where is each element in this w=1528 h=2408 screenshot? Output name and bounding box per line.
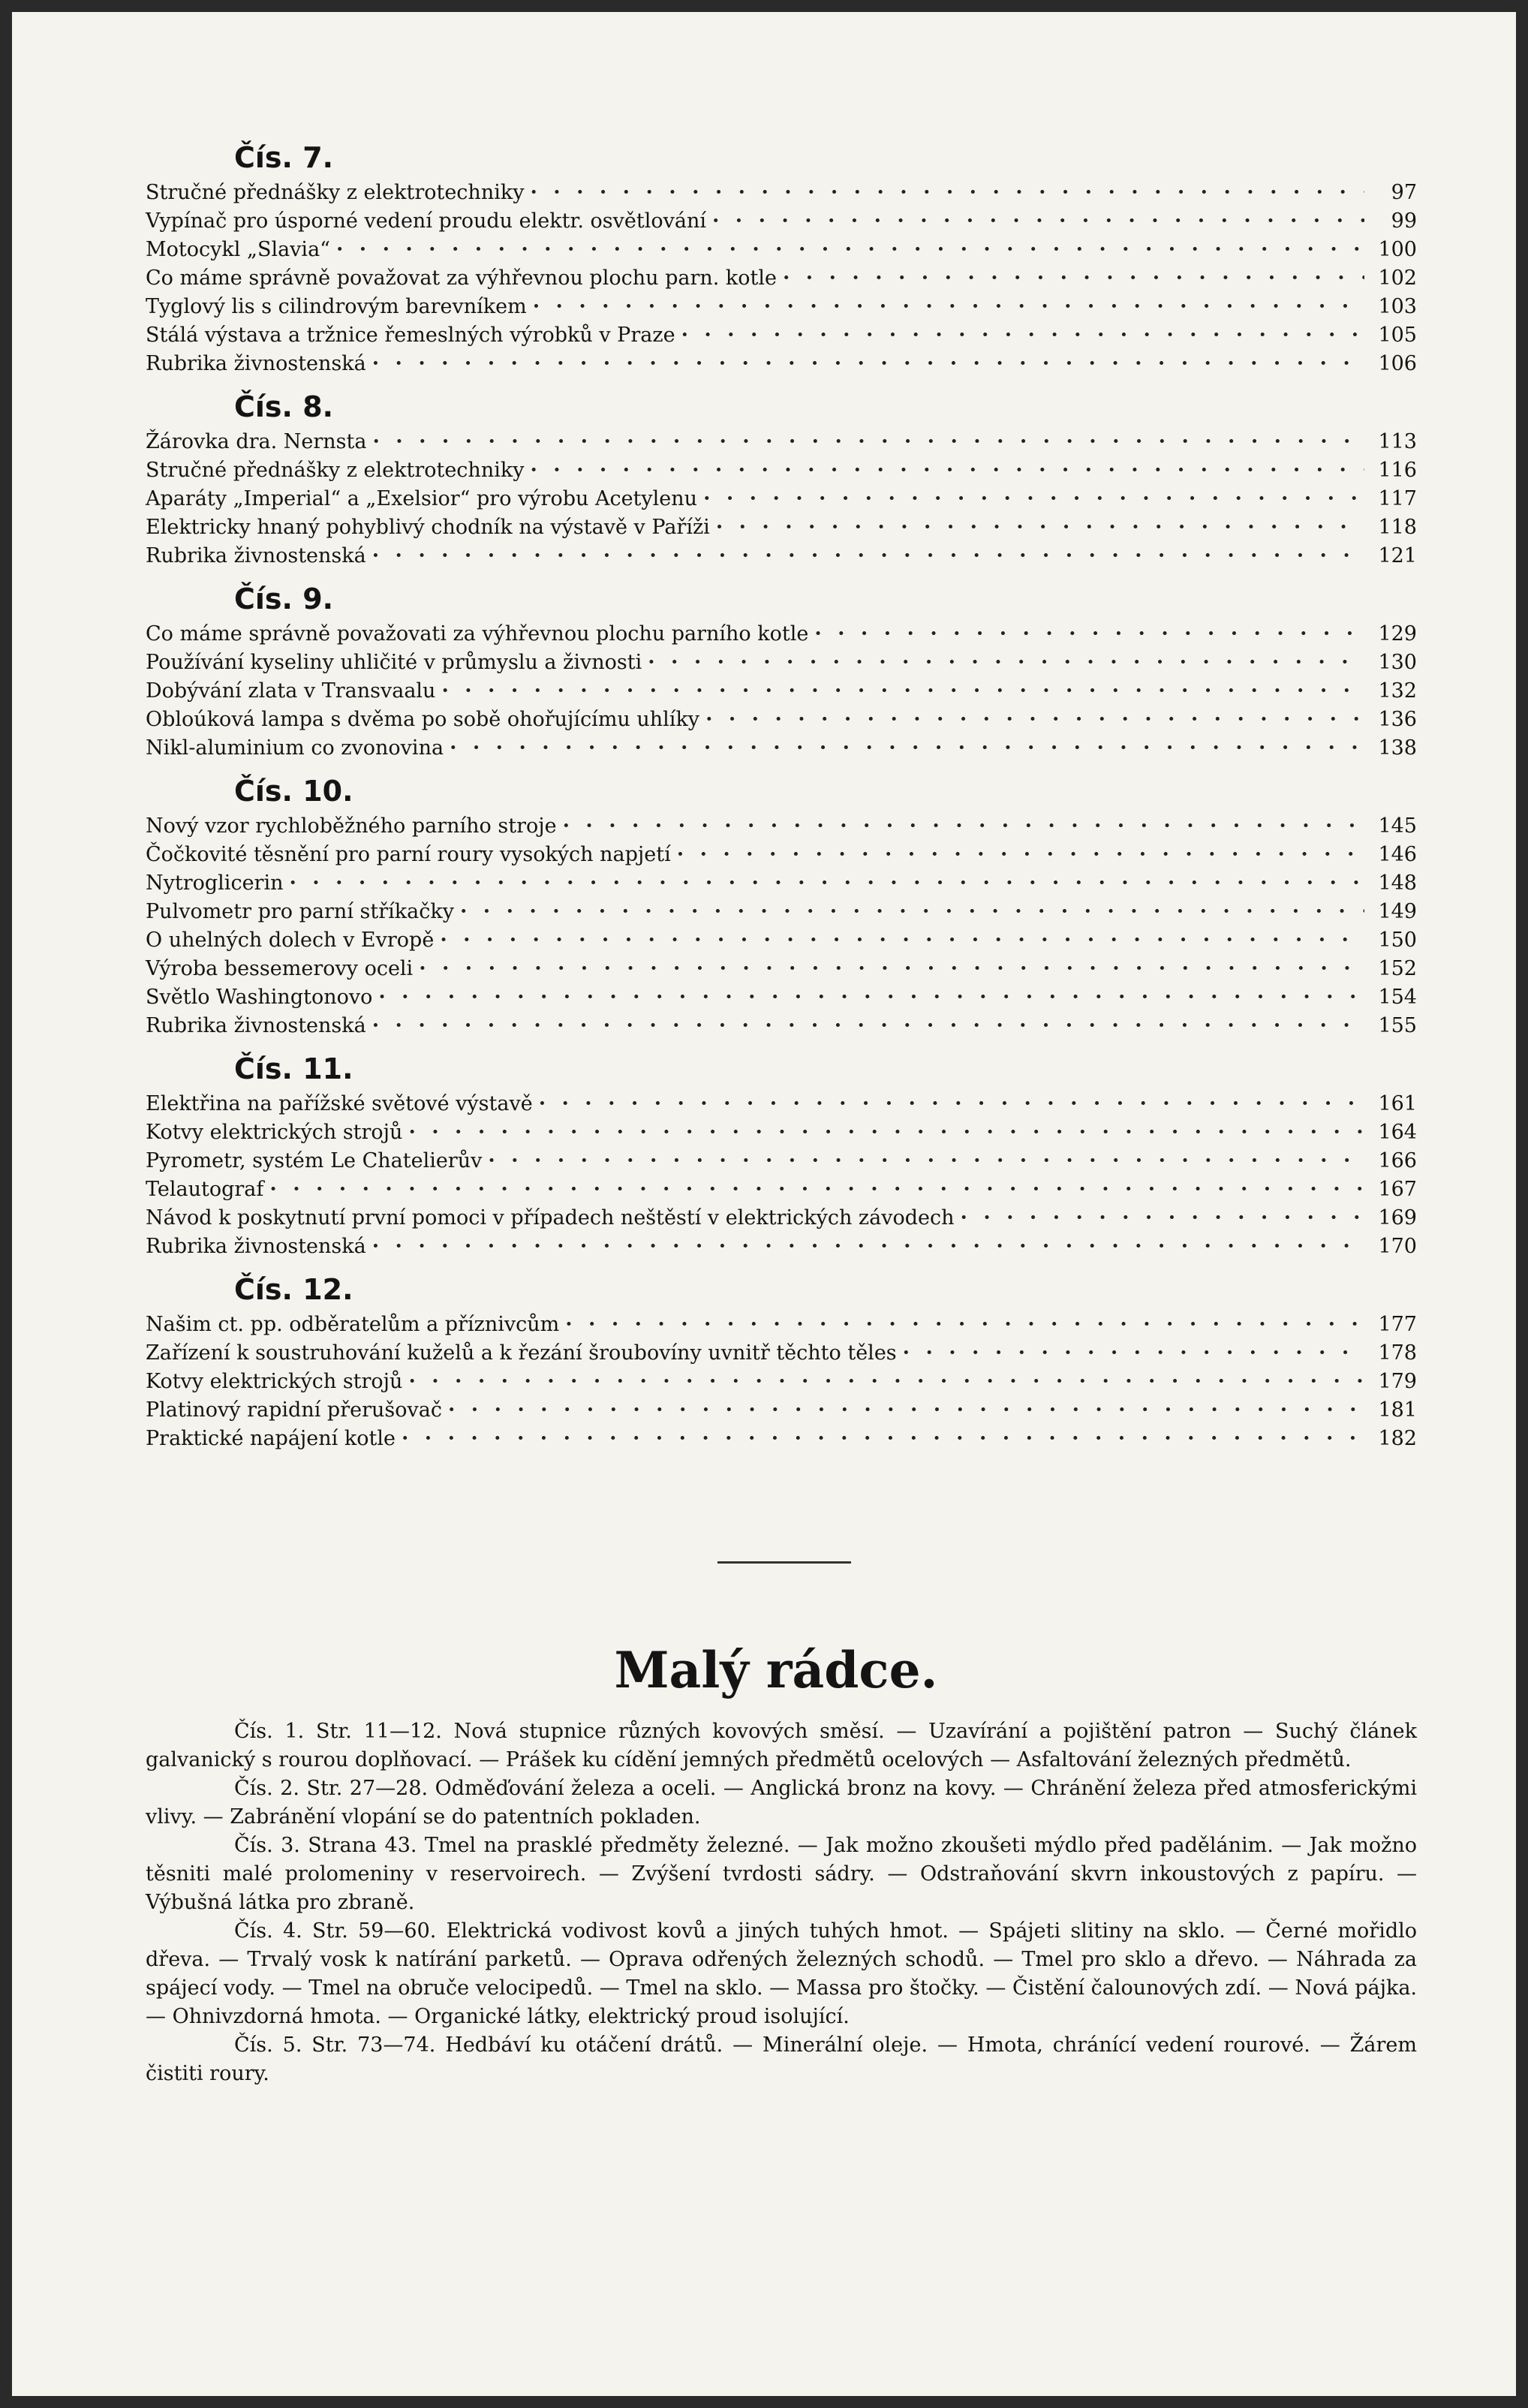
page-number: 148 [1378, 871, 1417, 895]
page-number: 181 [1378, 1398, 1417, 1422]
toc-entry [146, 293, 1417, 321]
page-number: 97 [1391, 181, 1417, 204]
toc-entry [146, 264, 1417, 293]
page-number: 152 [1378, 957, 1417, 980]
toc-entry [146, 542, 1417, 570]
page-number: 154 [1378, 986, 1417, 1009]
entry-title: Pulvometr pro parní stříkačky [146, 900, 454, 923]
dot-leader [903, 1339, 1364, 1368]
entry-title: Žárovka dra. Nernsta [146, 430, 367, 453]
section-heading: Čís. 8. [234, 390, 334, 423]
dot-leader [372, 428, 1364, 456]
dot-leader [408, 1368, 1364, 1396]
entry-title: Nytroglicerin [146, 871, 284, 895]
toc-entry [146, 207, 1417, 236]
dot-leader [402, 1425, 1364, 1453]
entry-title: Stručné přednášky z elektrotechniky [146, 181, 525, 204]
toc-entry [146, 677, 1417, 706]
toc-entry [146, 841, 1417, 869]
section-heading: Čís. 9. [234, 582, 334, 616]
table-of-contents [146, 137, 1417, 1453]
toc-entry [146, 983, 1417, 1012]
toc-entry [146, 812, 1417, 841]
toc-entry [146, 706, 1417, 734]
dot-leader [677, 841, 1364, 869]
toc-entry [146, 869, 1417, 898]
dot-leader [539, 1090, 1364, 1118]
toc-entry [146, 898, 1417, 926]
toc-entry [146, 1339, 1417, 1368]
dot-leader [533, 293, 1364, 321]
dot-leader [530, 179, 1364, 207]
entry-title: Stručné přednášky z elektrotechniky [146, 459, 525, 482]
entry-title: Čočkovité těsnění pro parní roury vysokých napjetí [146, 843, 671, 866]
page-number: 103 [1378, 295, 1417, 318]
dot-leader [565, 1311, 1364, 1339]
page-number: 136 [1378, 708, 1417, 731]
page-number: 182 [1378, 1427, 1417, 1450]
page-number: 117 [1378, 487, 1417, 510]
dot-leader [419, 955, 1364, 983]
page-number: 102 [1378, 266, 1417, 290]
radce-paragraph: Čís. 1. Str. 11—12. Nová stupnice různých kovových směsí. — Uzavírání a pojištění patron — Suchý článek galvanický s rourou doplňovací. — Prášek ku cídění jemných předmětů ocelových — Asfaltování železných předmětů. [146, 1720, 1417, 1771]
page-number: 150 [1378, 929, 1417, 952]
dot-leader [378, 983, 1364, 1012]
dot-leader [372, 542, 1364, 570]
page-number: 105 [1378, 324, 1417, 347]
dot-leader [530, 456, 1364, 485]
section-divider [717, 1561, 851, 1564]
toc-entry [146, 1233, 1417, 1261]
dot-leader [563, 812, 1364, 841]
dot-leader [705, 706, 1364, 734]
entry-title: Stálá výstava a tržnice řemeslných výrobků v Praze [146, 324, 675, 347]
page-number: 99 [1391, 209, 1417, 233]
toc-entry [146, 1012, 1417, 1040]
dot-leader [440, 926, 1364, 955]
page-number: 132 [1378, 679, 1417, 703]
dot-leader [648, 649, 1364, 677]
entry-title: Rubrika živnostenská [146, 352, 366, 375]
entry-title: Obloúková lampa s dvěma po sobě ohořujícímu uhlíky [146, 708, 700, 731]
entry-title: Aparáty „Imperial“ a „Exelsior“ pro výrobu Acetylenu [146, 487, 698, 510]
entry-title: Nikl-aluminium co zvonovina [146, 736, 444, 760]
dot-leader [408, 1118, 1364, 1147]
page-number: 118 [1378, 516, 1417, 539]
dot-leader [681, 321, 1364, 350]
entry-title: Používání kyseliny uhličité v průmyslu a živnosti [146, 651, 642, 674]
radce-paragraph: Čís. 3. Strana 43. Tmel na prasklé předměty železné. — Jak možno zkoušeti mýdlo před padělánim. — Jak možno těsniti malé prolomeniny v reservoirech. — Zvýšení tvrdosti sádry. — Odstraňování skvrn inkoustových z papíru. — Výbušná látka pro zbraně. [146, 1834, 1417, 1914]
scanned-page [12, 12, 1516, 2396]
toc-entry [146, 1425, 1417, 1453]
entry-title: Dobývání zlata v Transvaalu [146, 679, 436, 703]
toc-entry [146, 1175, 1417, 1204]
entry-title: Co máme správně považovat za výhřevnou plochu parn. kotle [146, 266, 777, 290]
page-number: 169 [1378, 1206, 1417, 1230]
entry-title: Nový vzor rychloběžného parního stroje [146, 814, 557, 838]
section-heading: Čís. 7. [234, 141, 334, 174]
entry-title: Tyglový lis s cilindrovým barevníkem [146, 295, 527, 318]
entry-title: Elektřina na pařížské světové výstavě [146, 1092, 533, 1115]
section-heading: Čís. 10. [234, 775, 353, 808]
toc-entry [146, 620, 1417, 649]
toc-entry [146, 485, 1417, 513]
page-number: 129 [1378, 622, 1417, 646]
toc-entry [146, 1090, 1417, 1118]
page-number: 170 [1378, 1235, 1417, 1258]
entry-title: Praktické napájení kotle [146, 1427, 396, 1450]
dot-leader [783, 264, 1364, 293]
dot-leader [372, 350, 1364, 378]
entry-title: Světlo Washingtonovo [146, 986, 373, 1009]
page-number: 121 [1378, 544, 1417, 567]
radce-paragraph: Čís. 4. Str. 59—60. Elektrická vodivost kovů a jiných tuhých hmot. — Spájeti slitiny na sklo. — Černé mořidlo dřeva. — Trvalý vosk k natírání parketů. — Oprava odřených železných schodů. — Tmel pro sklo a dřevo. — Náhrada za spájecí vody. — Tmel na obruče velocipedů. — Tmel na sklo. — Massa pro štočky. — Čistění čalounových zdí. — Nová pájka. — Ohnivzdorná hmota. — Organické látky, elektrický proud isolující. [146, 1919, 1417, 2028]
section-heading: Čís. 11. [234, 1052, 353, 1085]
toc-entry [146, 350, 1417, 378]
page-number: 113 [1378, 430, 1417, 453]
dot-leader [712, 207, 1364, 236]
dot-leader [961, 1204, 1364, 1233]
toc-entry [146, 734, 1417, 763]
entry-title: Návod k poskytnutí první pomoci v případech neštěstí v elektrických závodech [146, 1206, 955, 1230]
dot-leader [372, 1012, 1364, 1040]
dot-leader [460, 898, 1364, 926]
dot-leader [716, 513, 1364, 542]
toc-entry [146, 513, 1417, 542]
dot-leader [488, 1147, 1364, 1175]
page-number: 130 [1378, 651, 1417, 674]
dot-leader [372, 1233, 1364, 1261]
entry-title: Motocykl „Slavia“ [146, 238, 330, 261]
toc-entry [146, 179, 1417, 207]
page-number: 161 [1378, 1092, 1417, 1115]
dot-leader [269, 1175, 1364, 1204]
dot-leader [289, 869, 1364, 898]
toc-entry [146, 456, 1417, 485]
entry-title: Vypínač pro úsporné vedení proudu elektr. osvětlování [146, 209, 706, 233]
dot-leader [450, 734, 1364, 763]
entry-title: Rubrika živnostenská [146, 544, 366, 567]
toc-entry [146, 926, 1417, 955]
radce-title: Malý rádce. [614, 1641, 938, 1699]
page-number: 178 [1378, 1341, 1417, 1365]
toc-entry [146, 428, 1417, 456]
entry-title: Co máme správně považovati za výhřevnou plochu parního kotle [146, 622, 809, 646]
page-number: 146 [1378, 843, 1417, 866]
toc-entry [146, 1311, 1417, 1339]
page-number: 145 [1378, 814, 1417, 838]
entry-title: O uhelných dolech v Evropě [146, 929, 435, 952]
radce-paragraph: Čís. 5. Str. 73—74. Hedbáví ku otáčení drátů. — Minerální oleje. — Hmota, chránící vedení rourové. — Žárem čistiti roury. [146, 2033, 1417, 2085]
page-number: 179 [1378, 1370, 1417, 1393]
page-number: 177 [1378, 1313, 1417, 1336]
entry-title: Telautograf [146, 1178, 264, 1201]
entry-title: Pyrometr, systém Le Chatelierův [146, 1149, 483, 1172]
page-number: 155 [1378, 1014, 1417, 1037]
entry-title: Elektricky hnaný pohyblivý chodník na výstavě v Paříži [146, 516, 710, 539]
entry-title: Kotvy elektrických strojů [146, 1121, 403, 1144]
entry-title: Kotvy elektrických strojů [146, 1370, 403, 1393]
toc-entry [146, 236, 1417, 264]
page-number: 106 [1378, 352, 1417, 375]
entry-title: Výroba bessemerovy oceli [146, 957, 414, 980]
toc-entry [146, 1204, 1417, 1233]
entry-title: Rubrika živnostenská [146, 1014, 366, 1037]
radce-body [146, 1717, 1417, 2088]
toc-entry [146, 1368, 1417, 1396]
dot-leader [441, 677, 1364, 706]
radce-paragraph: Čís. 2. Str. 27—28. Odměďování železa a oceli. — Anglická bronz na kovy. — Chránění železa před atmosferickými vlivy. — Zabránění vlopání se do patentních pokladen. [146, 1777, 1417, 1829]
dot-leader [448, 1396, 1364, 1425]
page-number: 164 [1378, 1121, 1417, 1144]
section-heading: Čís. 12. [234, 1273, 353, 1306]
toc-entry [146, 1396, 1417, 1425]
entry-title: Zařízení k soustruhování kuželů a k řezání šroubovíny uvnitř těchto těles [146, 1341, 897, 1365]
entry-title: Platinový rapidní přerušovač [146, 1398, 442, 1422]
toc-entry [146, 955, 1417, 983]
dot-leader [703, 485, 1364, 513]
toc-entry [146, 1118, 1417, 1147]
page-number: 100 [1378, 238, 1417, 261]
toc-entry [146, 649, 1417, 677]
entry-title: Rubrika živnostenská [146, 1235, 366, 1258]
entry-title: Našim ct. pp. odběratelům a příznivcům [146, 1313, 560, 1336]
toc-entry [146, 321, 1417, 350]
dot-leader [814, 620, 1364, 649]
page-number: 167 [1378, 1178, 1417, 1201]
page-number: 138 [1378, 736, 1417, 760]
page-number: 149 [1378, 900, 1417, 923]
toc-entry [146, 1147, 1417, 1175]
dot-leader [336, 236, 1364, 264]
page-number: 116 [1378, 459, 1417, 482]
page-number: 166 [1378, 1149, 1417, 1172]
